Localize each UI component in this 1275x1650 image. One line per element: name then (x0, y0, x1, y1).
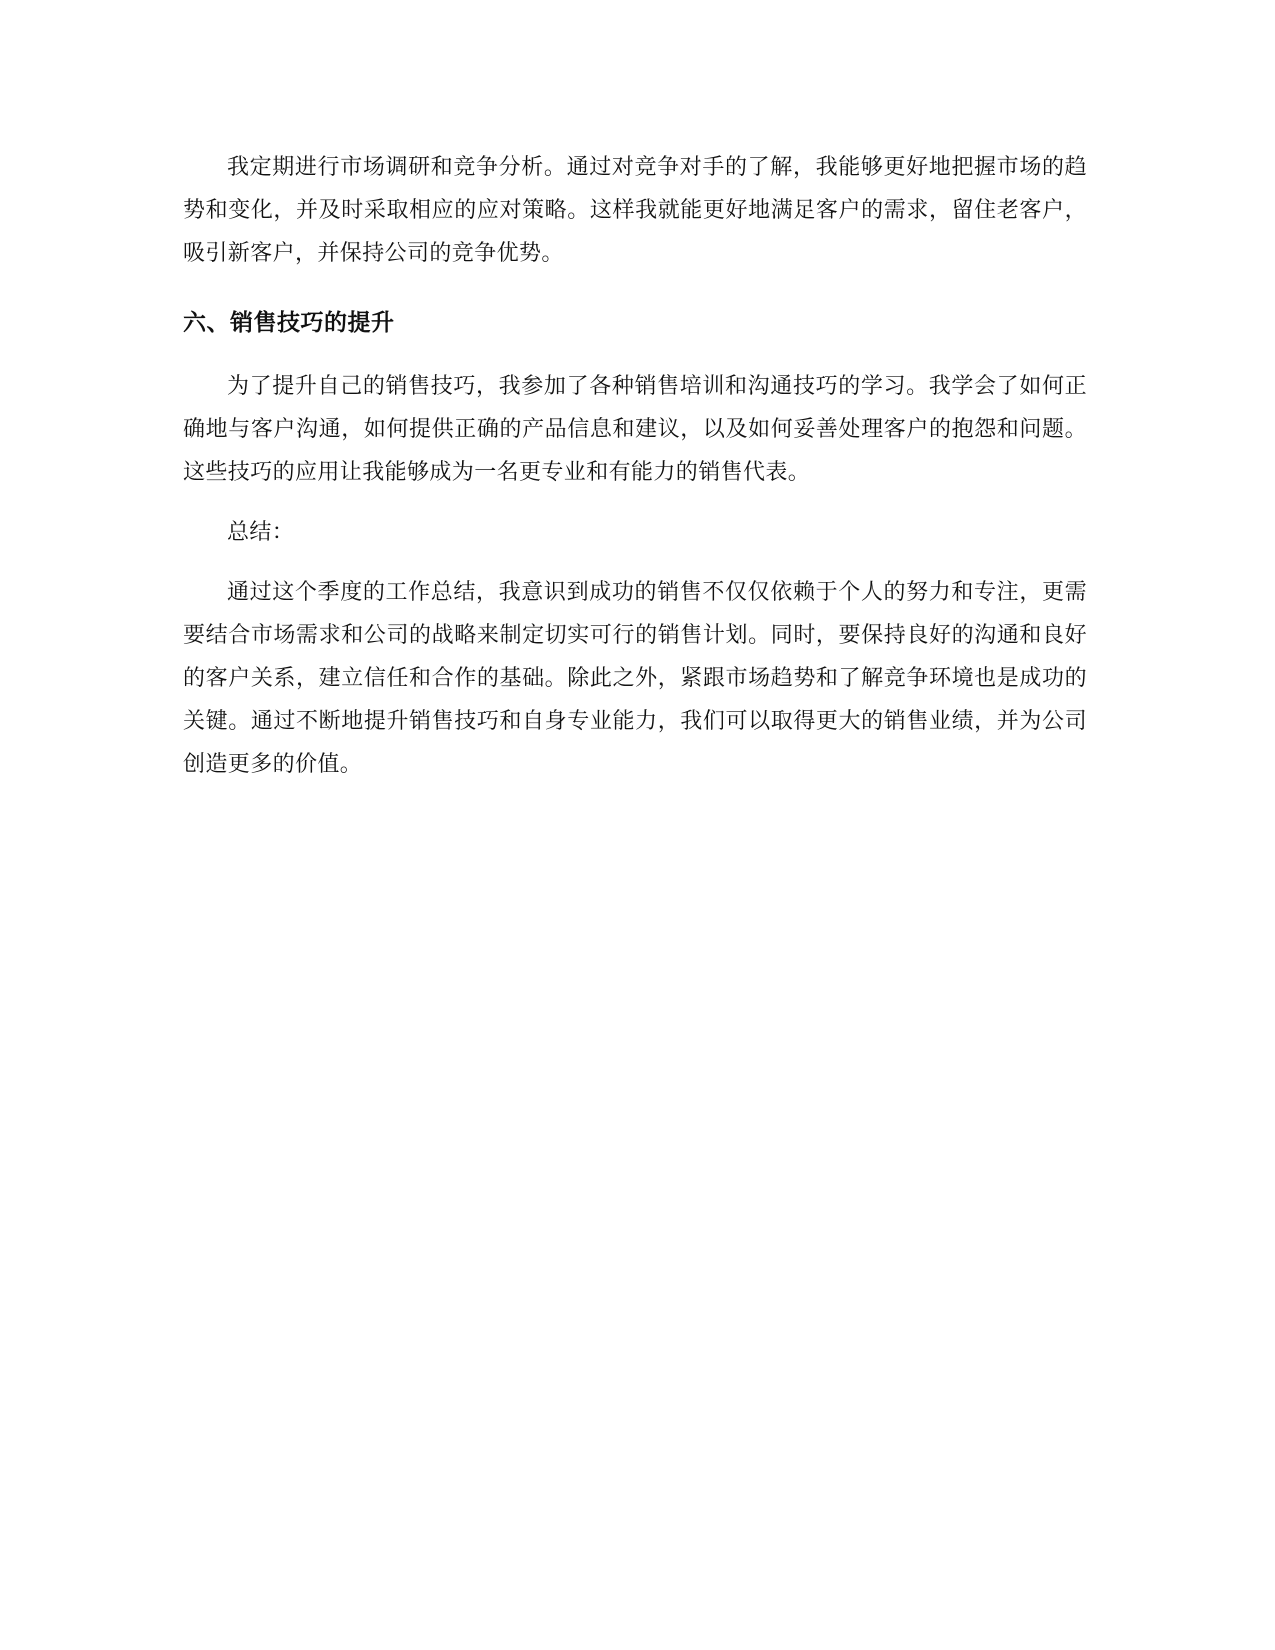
paragraph-sales-skills: 为了提升自己的销售技巧，我参加了各种销售培训和沟通技巧的学习。我学会了如何正确地与客户沟通，如何提供正确的产品信息和建议，以及如何妥善处理客户的抱怨和问题。这些技巧的应用让我能够成为一名更专业和有能力的销售代表。 (183, 374, 1087, 485)
paragraph-market-research: 我定期进行市场调研和竞争分析。通过对竞争对手的了解，我能够更好地把握市场的趋势和变化，并及时采取相应的应对策略。这样我就能更好地满足客户的需求，留住老客户，吸引新客户，并保持公司的竞争优势。 (183, 155, 1087, 266)
paragraph-summary: 通过这个季度的工作总结，我意识到成功的销售不仅仅依赖于个人的努力和专注，更需要结合市场需求和公司的战略来制定切实可行的销售计划。同时，要保持良好的沟通和良好的客户关系，建立信任和合作的基础。除此之外，紧跟市场趋势和了解竞争环境也是成功的关键。通过不断地提升销售技巧和自身专业能力，我们可以取得更大的销售业绩，并为公司创造更多的价值。 (183, 580, 1087, 777)
summary-label: 总结： (227, 520, 295, 545)
document-page (183, 146, 1087, 786)
section-heading: 六、销售技巧的提升 (183, 310, 395, 336)
